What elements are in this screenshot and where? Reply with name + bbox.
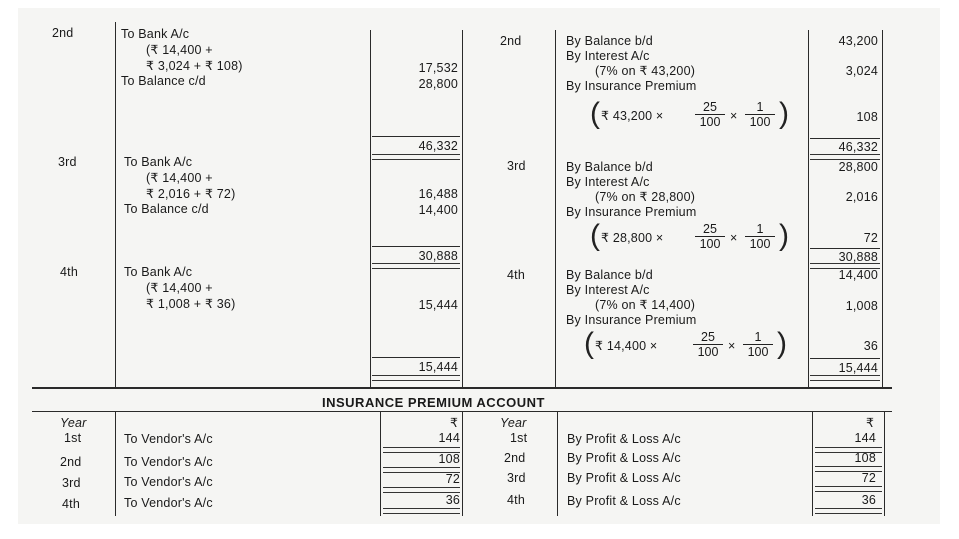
column-rule — [115, 412, 116, 516]
fraction-numerator: 1 — [754, 330, 762, 344]
formula-base: ₹ 28,800 × — [601, 231, 664, 245]
credit-entry: By Profit & Loss A/c — [567, 451, 681, 465]
total-rule — [372, 246, 460, 247]
total-double-rule — [372, 375, 460, 381]
debit-amount: 28,800 — [418, 77, 458, 91]
credit-entry: By Interest A/c — [566, 175, 650, 189]
fraction-numerator: 1 — [756, 222, 764, 236]
total-rule — [372, 136, 460, 137]
credit-total: 30,888 — [838, 250, 878, 264]
times-sign: × — [730, 231, 738, 245]
debit-amount: 15,444 — [418, 298, 458, 312]
credit-amount: 108 — [856, 110, 878, 124]
credit-amount: 36 — [863, 339, 878, 353]
credit-entry: By Insurance Premium — [566, 205, 697, 219]
year-label: 2nd — [52, 26, 74, 40]
credit-amount: 36 — [861, 493, 876, 507]
times-sign: × — [730, 109, 738, 123]
credit-amount: 3,024 — [845, 64, 878, 78]
debit-entry: To Vendor's A/c — [124, 496, 213, 510]
total-double-rule — [815, 486, 882, 492]
column-rule — [370, 30, 371, 387]
credit-amount: 2,016 — [845, 190, 878, 204]
fraction-denominator: 100 — [699, 237, 721, 251]
debit-entry: To Bank A/c — [124, 155, 193, 169]
credit-year-label: 4th — [507, 493, 525, 507]
formula-base: ₹ 43,200 × — [601, 109, 664, 123]
year-label: 3rd — [62, 476, 81, 490]
header-rupee: ₹ — [866, 416, 875, 430]
section-title: INSURANCE PREMIUM ACCOUNT — [322, 395, 545, 410]
fraction-numerator: 25 — [701, 330, 715, 344]
debit-entry: ₹ 2,016 + ₹ 72) — [146, 187, 236, 201]
fraction — [745, 101, 775, 128]
fraction — [743, 331, 773, 358]
fraction-denominator: 100 — [749, 237, 771, 251]
total-double-rule — [383, 508, 460, 514]
debit-amount: 36 — [445, 493, 460, 507]
column-rule — [884, 412, 885, 516]
fraction-denominator: 100 — [697, 345, 719, 359]
credit-entry: By Insurance Premium — [566, 313, 697, 327]
debit-entry: To Vendor's A/c — [124, 455, 213, 469]
credit-entry: By Balance b/d — [566, 160, 653, 174]
times-sign: × — [728, 339, 736, 353]
credit-entry: By Interest A/c — [566, 283, 650, 297]
fraction-numerator: 1 — [756, 100, 764, 114]
credit-entry: (7% on ₹ 28,800) — [595, 190, 696, 204]
header-year: Year — [500, 416, 527, 430]
credit-year-label: 2nd — [500, 34, 522, 48]
debit-entry: (₹ 14,400 + — [146, 43, 213, 57]
debit-amount: 14,400 — [418, 203, 458, 217]
debit-entry: To Vendor's A/c — [124, 432, 213, 446]
fraction-denominator: 100 — [749, 115, 771, 129]
total-double-rule — [372, 263, 460, 269]
credit-entry: By Profit & Loss A/c — [567, 471, 681, 485]
formula-paren-open: ( — [590, 219, 600, 252]
credit-year-label: 2nd — [504, 451, 526, 465]
formula-paren-open: ( — [590, 97, 600, 130]
total-rule — [810, 138, 880, 139]
credit-entry: (7% on ₹ 14,400) — [595, 298, 696, 312]
debit-total: 46,332 — [418, 139, 458, 153]
formula-paren-open: ( — [584, 327, 594, 360]
credit-amount: 1,008 — [845, 299, 878, 313]
column-rule — [555, 30, 556, 387]
fraction-denominator: 100 — [699, 115, 721, 129]
total-double-rule — [810, 375, 880, 381]
credit-amount: 43,200 — [838, 34, 878, 48]
credit-amount: 28,800 — [838, 160, 878, 174]
credit-amount: 72 — [863, 231, 878, 245]
credit-entry: By Balance b/d — [566, 34, 653, 48]
debit-entry: To Bank A/c — [124, 265, 193, 279]
credit-year-label: 3rd — [507, 471, 526, 485]
credit-year-label: 4th — [507, 268, 525, 282]
credit-entry: By Profit & Loss A/c — [567, 432, 681, 446]
credit-entry: By Interest A/c — [566, 49, 650, 63]
header-rupee: ₹ — [450, 416, 459, 430]
year-label: 4th — [62, 497, 80, 511]
debit-amount: 16,488 — [418, 187, 458, 201]
credit-entry: By Insurance Premium — [566, 79, 697, 93]
column-rule — [462, 412, 463, 516]
debit-amount: 144 — [438, 431, 460, 445]
credit-year-label: 3rd — [507, 159, 526, 173]
total-double-rule — [815, 508, 882, 514]
section-rule — [32, 387, 892, 389]
credit-year-label: 1st — [510, 431, 528, 445]
debit-entry: To Balance c/d — [121, 74, 206, 88]
credit-entry: (7% on ₹ 43,200) — [595, 64, 696, 78]
column-rule — [882, 30, 883, 387]
formula-paren-close: ) — [777, 327, 787, 360]
debit-entry: To Bank A/c — [121, 27, 190, 41]
total-rule — [810, 358, 880, 359]
formula-paren-close: ) — [779, 219, 789, 252]
credit-entry: By Profit & Loss A/c — [567, 494, 681, 508]
debit-entry: ₹ 1,008 + ₹ 36) — [146, 297, 236, 311]
formula-base: ₹ 14,400 × — [595, 339, 658, 353]
debit-entry: To Vendor's A/c — [124, 475, 213, 489]
fraction-numerator: 25 — [703, 222, 717, 236]
header-year: Year — [60, 416, 87, 430]
credit-entry: By Balance b/d — [566, 268, 653, 282]
debit-total: 15,444 — [418, 360, 458, 374]
formula-paren-close: ) — [779, 97, 789, 130]
credit-amount: 108 — [854, 451, 876, 465]
debit-entry: ₹ 3,024 + ₹ 108) — [146, 59, 243, 73]
year-label: 4th — [60, 265, 78, 279]
fraction-denominator: 100 — [747, 345, 769, 359]
year-label: 3rd — [58, 155, 77, 169]
fraction — [695, 223, 725, 250]
year-label: 1st — [64, 431, 82, 445]
fraction — [693, 331, 723, 358]
column-rule — [808, 30, 809, 387]
column-rule — [557, 412, 558, 516]
column-rule — [115, 22, 116, 387]
year-label: 2nd — [60, 455, 82, 469]
credit-total: 46,332 — [838, 140, 878, 154]
debit-amount: 72 — [445, 472, 460, 486]
debit-amount: 17,532 — [418, 61, 458, 75]
credit-amount: 144 — [854, 431, 876, 445]
credit-amount: 72 — [861, 471, 876, 485]
debit-total: 30,888 — [418, 249, 458, 263]
debit-amount: 108 — [438, 452, 460, 466]
debit-entry: (₹ 14,400 + — [146, 281, 213, 295]
credit-total: 15,444 — [838, 361, 878, 375]
total-rule — [810, 248, 880, 249]
debit-entry: To Balance c/d — [124, 202, 209, 216]
column-rule — [462, 30, 463, 387]
fraction — [745, 223, 775, 250]
credit-amount: 14,400 — [838, 268, 878, 282]
total-double-rule — [372, 154, 460, 160]
fraction-numerator: 25 — [703, 100, 717, 114]
debit-entry: (₹ 14,400 + — [146, 171, 213, 185]
fraction — [695, 101, 725, 128]
total-rule — [372, 357, 460, 358]
